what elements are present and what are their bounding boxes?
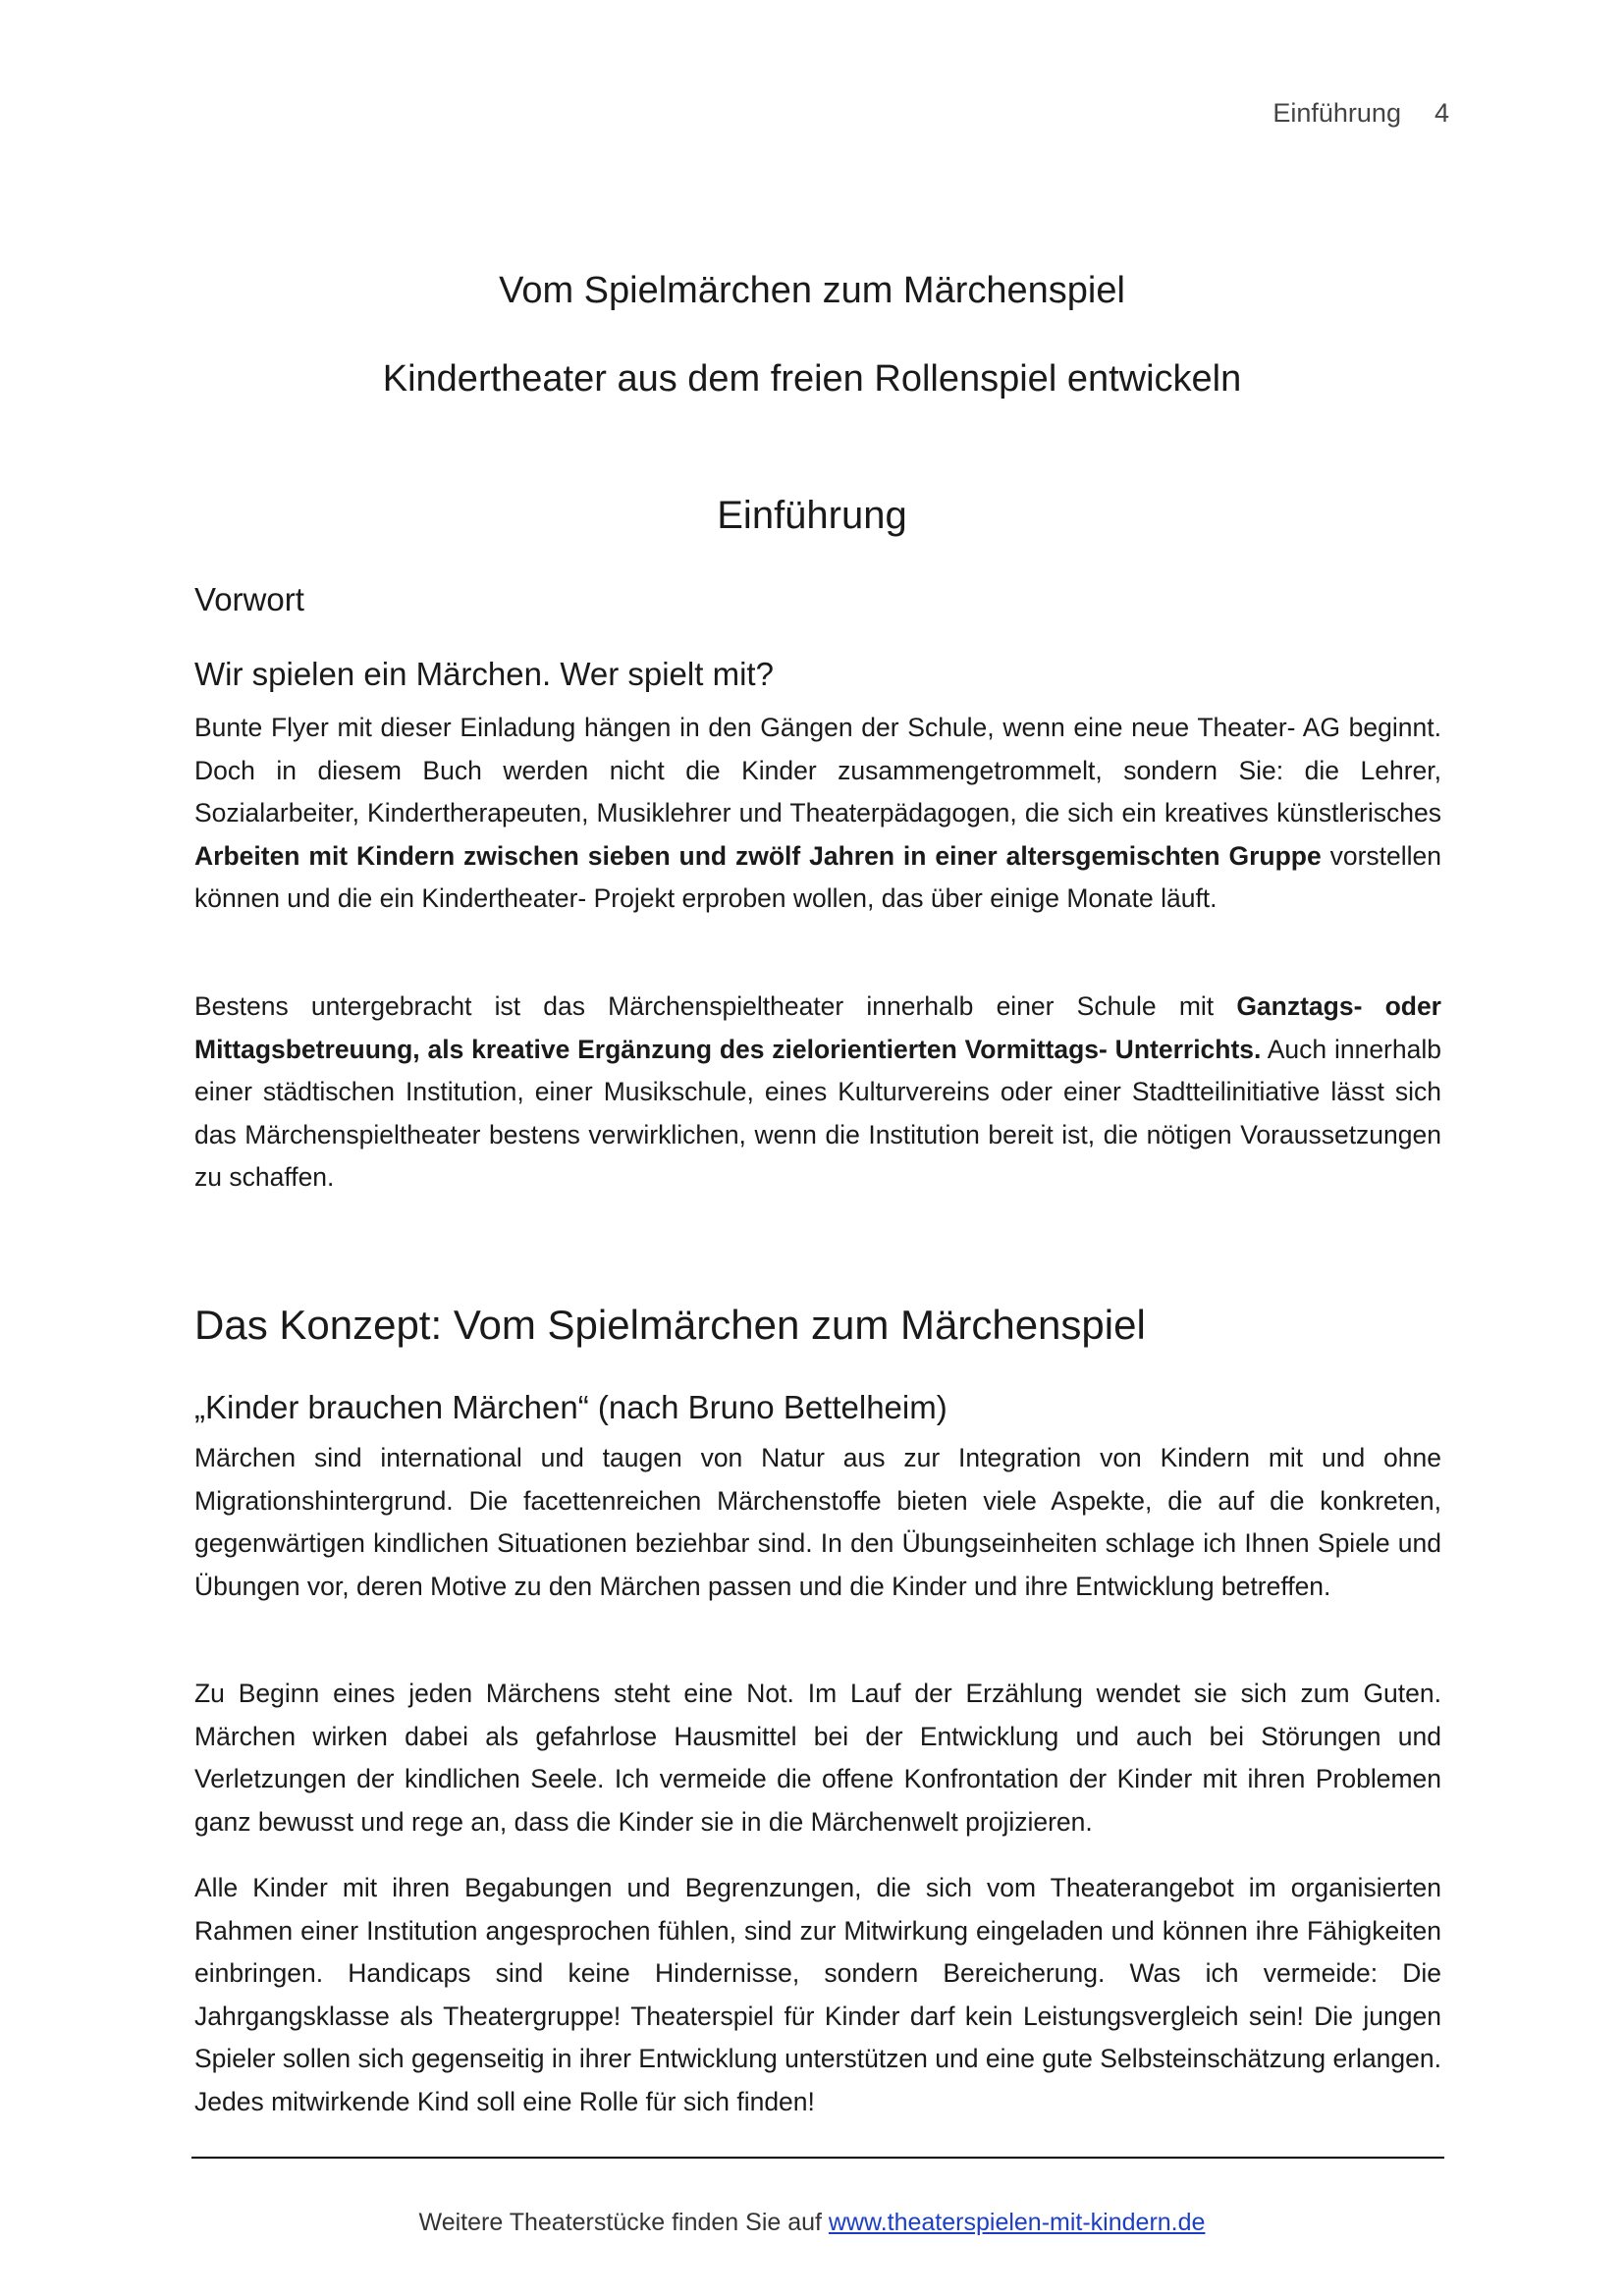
- footer: [0, 2209, 1624, 2237]
- paragraph-intro: [194, 707, 1441, 921]
- footer-website-link[interactable]: www.theaterspielen-mit-kindern.de: [828, 2209, 1206, 2236]
- footer-rule: [191, 2157, 1444, 2159]
- paragraph-placement: [194, 986, 1441, 1200]
- subheading-bettelheim: „Kinder brauchen Märchen“ (nach Bruno Bettelheim): [194, 1389, 947, 1425]
- heading-konzept: Das Konzept: Vom Spielmärchen zum Märchenspiel: [194, 1302, 1146, 1348]
- paragraph-placement-text-end: Auch innerhalb einer städtischen Institution, einer Musikschule, eines Kulturvereins oder einer Stadtteilinitiative lässt sich das Märchenspieltheater bestens verwirklichen, wenn die Institution bereit ist, die nötigen Voraussetzungen zu schaffen.: [194, 1034, 1441, 1192]
- footer-text: Weitere Theaterstücke finden Sie auf: [418, 2209, 829, 2236]
- subheading-invitation: Wir spielen ein Märchen. Wer spielt mit?: [194, 656, 774, 692]
- header-section-title: Einführung: [1272, 98, 1401, 128]
- book-title: Vom Spielmärchen zum Märchenspiel: [499, 270, 1125, 311]
- book-subtitle: Kindertheater aus dem freien Rollenspiel entwickeln: [382, 358, 1242, 400]
- running-header: [1178, 98, 1449, 129]
- paragraph-intro-text: Bunte Flyer mit dieser Einladung hängen in den Gängen der Schule, wenn eine neue Theater- AG beginnt. Doch in diesem Buch werden nicht die Kinder zusammengetrommelt, sondern Sie: die Lehrer, Sozialarbeiter, Kindertherapeuten, Musiklehrer und Theaterpädagogen, die sich ein kreatives künstlerisches: [194, 713, 1441, 828]
- heading-vorwort: Vorwort: [194, 581, 304, 617]
- paragraph-maerchen-integration: Märchen sind international und taugen von Natur aus zur Integration von Kindern mit und ohne Migrationshintergrund. Die facettenreichen Märchenstoffe bieten viele Aspekte, die auf die konkreten, gegenwärtigen kindlichen Situationen beziehbar sind. In den Übungseinheiten schlage ich Ihnen Spiele und Übungen vor, deren Motive zu den Märchen passen und die Kinder und ihre Entwicklung betreffen.: [194, 1443, 1441, 1601]
- paragraph-intro-text-end: vorstellen können und die ein Kindertheater- Projekt erproben wollen, das über einige Monate läuft.: [194, 840, 1441, 913]
- paragraph-maerchen-not: Zu Beginn eines jeden Märchens steht eine Not. Im Lauf der Erzählung wendet sie sich zum Guten. Märchen wirken dabei als gefahrlose Hausmittel bei der Entwicklung und auch bei Störungen und Verletzungen der kindlichen Seele. Ich vermeide die offene Konfrontation der Kinder mit ihren Problemen ganz bewusst und rege an, dass die Kinder sie in die Märchenwelt projizieren.: [194, 1679, 1441, 1837]
- paragraph-alle-kinder: Alle Kinder mit ihren Begabungen und Begrenzungen, die sich vom Theaterangebot im organisierten Rahmen einer Institution angesprochen fühlen, sind zur Mitwirkung eingeladen und können ihre Fähigkeiten einbringen. Handicaps sind keine Hindernisse, sondern Bereicherung. Was ich vermeide: Die Jahrgangsklasse als Theatergruppe! Theaterspiel für Kinder darf kein Leistungsvergleich sein! Die jungen Spieler sollen sich gegenseitig in ihrer Entwicklung unterstützen und eine gute Selbsteinschätzung erlangen. Jedes mitwirkende Kind soll eine Rolle für sich finden!: [194, 1873, 1441, 2116]
- paragraph-intro-emphasis: Arbeiten mit Kindern zwischen sieben und zwölf Jahren in einer altersgemischten Gruppe: [194, 840, 1322, 871]
- paragraph-placement-emphasis: Ganztags- oder Mittagsbetreuung, als kreative Ergänzung des zielorientierten Vormittags- Unterrichts.: [194, 991, 1441, 1064]
- chapter-title: Einführung: [717, 494, 907, 537]
- page-number: 4: [1434, 98, 1449, 128]
- paragraph-placement-text: Bestens untergebracht ist das Märchenspieltheater innerhalb einer Schule mit: [194, 991, 1237, 1021]
